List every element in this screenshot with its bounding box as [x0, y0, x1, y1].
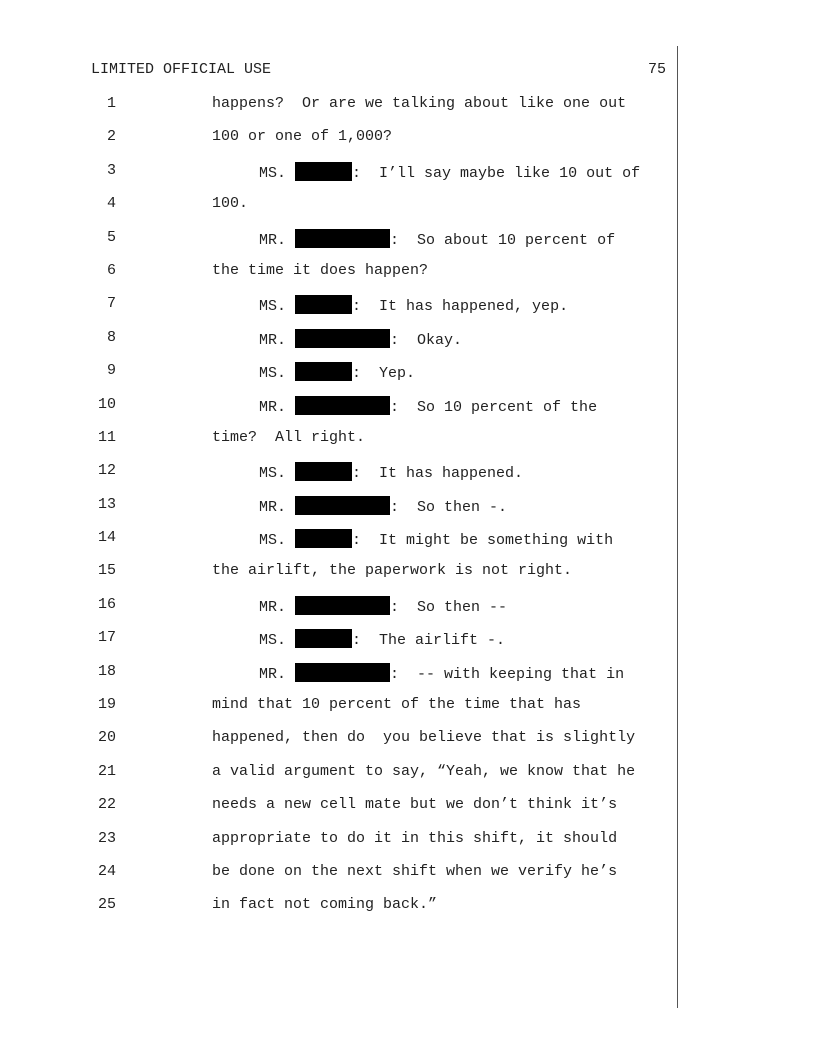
transcript-line: [0, 120, 816, 153]
line-text: [259, 295, 568, 315]
line-text: [212, 95, 626, 112]
line-text: [212, 262, 428, 279]
line-content: : It might be something with: [352, 532, 614, 550]
transcript-line: [0, 421, 816, 454]
redaction-box: [295, 629, 352, 648]
line-content: : Okay.: [390, 331, 463, 349]
redaction-box: [295, 229, 390, 248]
speaker-label: MR.: [259, 665, 287, 683]
line-content: : -- with keeping that in: [390, 665, 625, 683]
transcript-line: [0, 154, 816, 187]
line-text: [212, 696, 581, 713]
speaker-label: MS.: [259, 365, 287, 383]
speaker-label: MR.: [259, 598, 287, 616]
line-content: : I’ll say maybe like 10 out of: [352, 164, 641, 182]
line-text: [259, 596, 507, 616]
line-number: 18: [97, 662, 116, 680]
line-number: 15: [97, 562, 116, 580]
line-content: : Yep.: [352, 365, 416, 383]
line-text: [259, 396, 597, 416]
redaction-box: [295, 663, 390, 682]
line-content: the time it does happen?: [212, 261, 429, 279]
line-number: 10: [97, 395, 116, 413]
line-number: 20: [97, 729, 116, 747]
speaker-label: MS.: [259, 298, 287, 316]
speaker-label: MS.: [259, 164, 287, 182]
line-number: 13: [97, 495, 116, 513]
line-number: 11: [97, 428, 116, 446]
redaction-box: [295, 529, 352, 548]
transcript-line: [0, 454, 816, 487]
speaker-label: MS.: [259, 465, 287, 483]
line-text: [259, 496, 507, 516]
line-number: 6: [106, 261, 116, 279]
line-text: [259, 629, 505, 649]
transcript-line: [0, 888, 816, 921]
page-header-classification: LIMITED OFFICIAL USE: [91, 61, 272, 78]
line-number: 24: [97, 862, 116, 880]
line-content: happens? Or are we talking about like one out: [212, 95, 627, 112]
line-number: 7: [106, 295, 116, 313]
line-number: 9: [106, 362, 116, 380]
line-content: a valid argument to say, “Yeah, we know that he: [212, 762, 636, 780]
line-content: appropriate to do it in this shift, it should: [212, 829, 618, 847]
line-text: [212, 796, 617, 813]
transcript-line: [0, 822, 816, 855]
line-content: in fact not coming back.”: [212, 896, 438, 914]
transcript-line: [0, 87, 816, 120]
transcript-line: [0, 688, 816, 721]
line-text: [212, 429, 365, 446]
transcript-line: [0, 354, 816, 387]
transcript-line: [0, 788, 816, 821]
line-content: needs a new cell mate but we don’t think it’s: [212, 796, 618, 814]
line-text: [259, 362, 415, 382]
transcript-line: [0, 588, 816, 621]
redaction-box: [295, 295, 352, 314]
line-number: 5: [106, 228, 116, 246]
redaction-box: [295, 396, 390, 415]
redaction-box: [295, 596, 390, 615]
line-number: 21: [97, 762, 116, 780]
line-content: mind that 10 percent of the time that has: [212, 696, 582, 714]
transcript-line: [0, 554, 816, 587]
line-number: 19: [97, 696, 116, 714]
line-number: 17: [97, 629, 116, 647]
line-text: [212, 128, 392, 145]
line-text: [259, 229, 615, 249]
line-number: 2: [106, 128, 116, 146]
line-number: 3: [106, 161, 116, 179]
transcript-line: [0, 855, 816, 888]
line-content: : So about 10 percent of: [390, 231, 616, 249]
line-number: 12: [97, 462, 116, 480]
transcript-line: [0, 388, 816, 421]
line-text: [259, 663, 624, 683]
line-number: 25: [97, 896, 116, 914]
line-number: 16: [97, 595, 116, 613]
speaker-label: MS.: [259, 532, 287, 550]
speaker-label: MR.: [259, 331, 287, 349]
line-content: : It has happened.: [352, 465, 524, 483]
line-content: 100 or one of 1,000?: [212, 128, 393, 146]
transcript-line: [0, 521, 816, 554]
line-text: [212, 863, 617, 880]
line-content: the airlift, the paperwork is not right.: [212, 562, 573, 580]
transcript-line: [0, 488, 816, 521]
line-content: : It has happened, yep.: [352, 298, 569, 316]
line-text: [212, 562, 572, 579]
transcript-line: [0, 655, 816, 688]
line-content: : The airlift -.: [352, 632, 506, 650]
redaction-box: [295, 329, 390, 348]
line-text: [212, 195, 248, 212]
line-number: 22: [97, 796, 116, 814]
transcript-line: [0, 254, 816, 287]
redaction-box: [295, 462, 352, 481]
line-content: happened, then do you believe that is slightly: [212, 729, 636, 747]
line-text: [259, 329, 462, 349]
page-number: 75: [647, 61, 666, 78]
line-number: 14: [97, 529, 116, 547]
line-text: [212, 896, 437, 913]
line-text: [212, 830, 617, 847]
transcript-line: [0, 287, 816, 320]
line-text: [212, 763, 635, 780]
redaction-box: [295, 162, 352, 181]
transcript-body: [0, 87, 816, 922]
line-number: 4: [106, 195, 116, 213]
transcript-line: [0, 221, 816, 254]
speaker-label: MR.: [259, 398, 287, 416]
transcript-line: [0, 755, 816, 788]
line-text: [259, 462, 523, 482]
line-number: 8: [106, 328, 116, 346]
line-number: 23: [97, 829, 116, 847]
transcript-line: [0, 187, 816, 220]
line-content: : So then --: [390, 598, 508, 616]
line-content: : So then -.: [390, 498, 508, 516]
speaker-label: MR.: [259, 498, 287, 516]
transcript-line: [0, 321, 816, 354]
line-text: [259, 529, 613, 549]
line-content: 100.: [212, 195, 249, 213]
transcript-line: [0, 621, 816, 654]
line-content: time? All right.: [212, 428, 366, 446]
line-text: [212, 729, 635, 746]
line-text: [259, 162, 640, 182]
redaction-box: [295, 496, 390, 515]
line-content: be done on the next shift when we verify he’s: [212, 862, 618, 880]
speaker-label: MS.: [259, 632, 287, 650]
line-number: 1: [106, 95, 116, 112]
transcript-line: [0, 721, 816, 754]
line-content: : So 10 percent of the: [390, 398, 598, 416]
redaction-box: [295, 362, 352, 381]
speaker-label: MR.: [259, 231, 287, 249]
